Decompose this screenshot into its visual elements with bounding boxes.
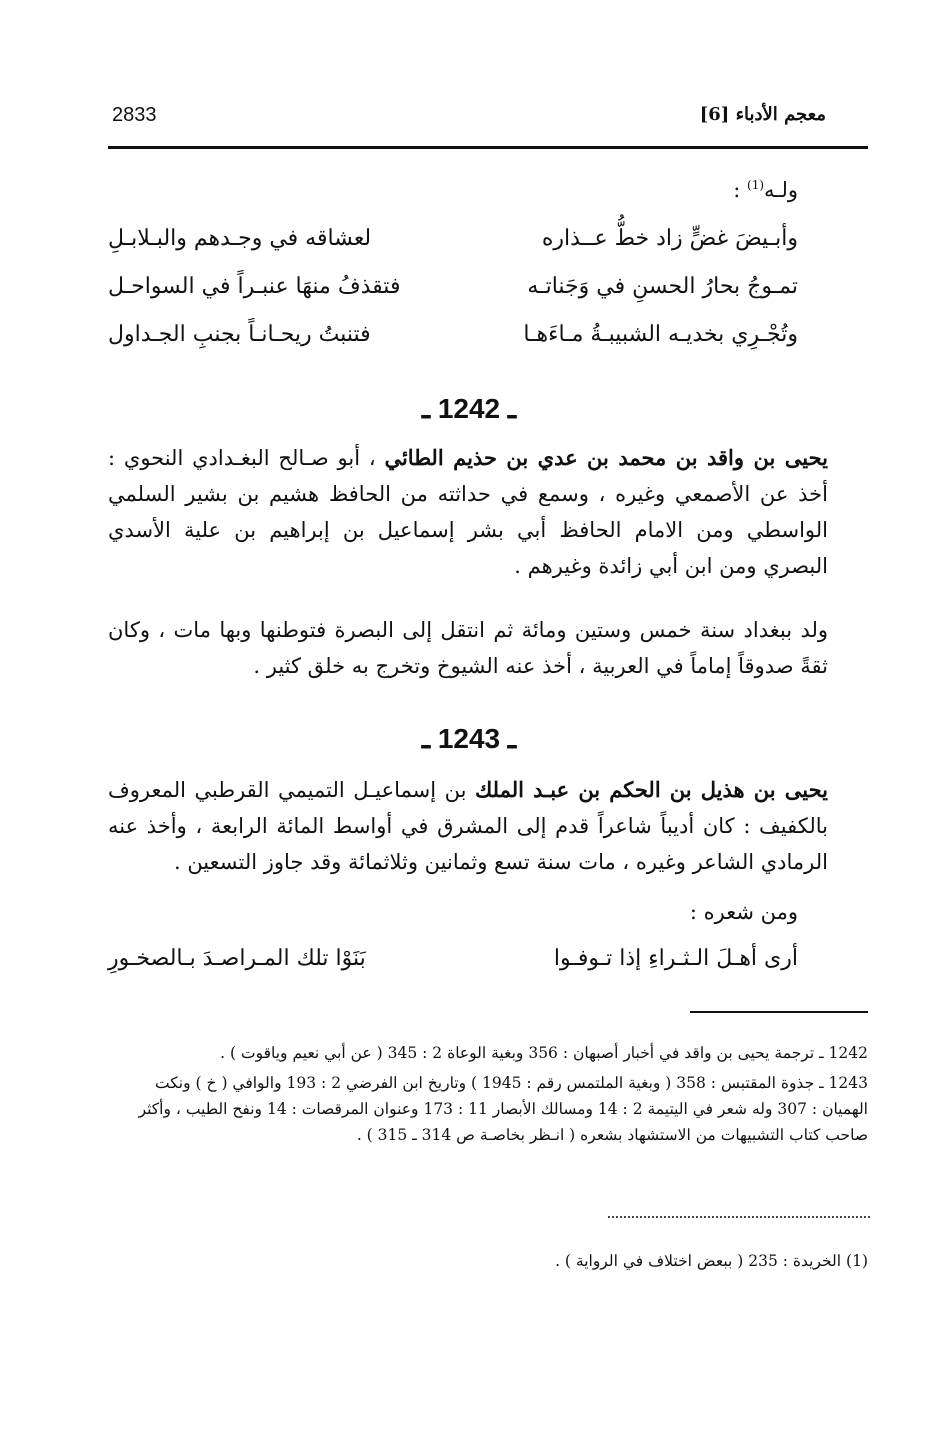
poem-intro bbox=[733, 178, 798, 202]
hemistich-second: لعشاقه في وجـدهم والبـلابـلِ bbox=[108, 226, 372, 251]
footnote-1242: 1242 ـ ترجمة يحيى بن واقد في أخبار أصبهان : 356 وبغية الوعاة 2 : 345 ( عن أبي نعيم وياقوت ) . bbox=[220, 1044, 868, 1062]
page-number: 2833 bbox=[112, 104, 157, 126]
poem-line-2 bbox=[108, 274, 798, 310]
entry-number-1242: ـ 1242 ـ bbox=[421, 393, 517, 424]
poem-intro-text: ولـه bbox=[764, 178, 798, 202]
entry-1242-text: ، أبو صـالح البغـدادي النحوي : أخذ عن الأصمعي وغيره ، وسمع في حداثته من الحافظ هشيم بن بشير السلمي الواسطي ومن الامام الحافظ أبي بشر إسماعيل بن إبراهيم بن علية الأسدي البصري ومن ابن أبي زائدة وغيرهم . bbox=[108, 446, 828, 578]
running-title: معجم الأدباء [6] bbox=[699, 104, 826, 125]
hemistich-first: وتُجْـرِي بخديـه الشبيبـةُ مـاءَهـا bbox=[523, 322, 798, 347]
entry-1243-bio bbox=[108, 772, 828, 880]
poem-line-1 bbox=[108, 226, 798, 262]
hemistich-first: وأبـيضَ غضٍّ زاد خطُّ عــذاره bbox=[541, 226, 798, 251]
hemistich-first: تمـوجُ بحارُ الحسنِ في وَجَناتـه bbox=[527, 274, 798, 299]
hemistich-second: بَنَوْا تلك المـراصـدَ بـالصخـورِ bbox=[108, 946, 366, 971]
poem-line-3 bbox=[108, 322, 798, 358]
verse-1243 bbox=[108, 946, 798, 982]
entry-1243-name: يحيى بن هذيل بن الحكم بن عبـد الملك bbox=[474, 777, 828, 802]
footnote-1243: 1243 ـ جذوة المقتبس : 358 ( وبغية الملتمس رقم : 1945 ) وتاريخ ابن الفرضي 2 : 193 والوافي ( خ ) ونكت الهميان : 307 وله شعر في اليتيمة 2 : 14 ومسالك الأبصار 11 : 173 وعنوان المرقصات : 14 ونفح الطيب ، وأكثر صاحب كتاب التشبيهات من الاستشهاد بشعره ( انـظر بخاصـة ص 314 ـ 315 ) . bbox=[138, 1074, 868, 1144]
entry-number-1243: ـ 1243 ـ bbox=[421, 723, 517, 754]
footnote-ref: (1) bbox=[747, 178, 765, 192]
hemistich-second: فتنبتُ ريحـانـاً بجنبِ الجـداول bbox=[108, 322, 371, 347]
header-rule bbox=[108, 146, 868, 149]
hemistich-second: فتقذفُ منهَا عنبـراً في السواحـل bbox=[108, 274, 401, 299]
hemistich-first: أرى أهـلَ الـثـراءِ إذا تـوفـوا bbox=[553, 946, 798, 971]
footnote-1: (1) الخريدة : 235 ( ببعض اختلاف في الرواية ) . bbox=[555, 1252, 868, 1270]
entry-1242-name: يحيى بن واقد بن محمد بن عدي بن حذيم الطائي bbox=[384, 445, 828, 470]
entry-1243-text: بن إسماعيـل التميمي القرطبي المعروف بالكفيف : كان أديباً شاعراً قدم إلى المشرق في أواسط المائة الرابعة ، وأخذ عنه الرمادي الشاعر وغيره ، مات سنة تسع وثمانين وثلاثمائة وقد جاوز التسعين . bbox=[108, 778, 828, 874]
entry-1242-bio bbox=[108, 440, 828, 584]
poetry-intro: ومن شعره : bbox=[689, 900, 798, 924]
footnote-rule bbox=[690, 1011, 868, 1013]
entry-1242-paragraph2: ولد ببغداد سنة خمس وستين ومائة ثم انتقل إلى البصرة فتوطنها وبها مات ، وكان ثقةً صدوقاً إماماً في العربية ، أخذ عنه الشيوخ وتخرج به خلق كثير . bbox=[108, 618, 828, 678]
dotted-separator bbox=[608, 1216, 870, 1218]
poem-intro-colon: : bbox=[733, 178, 748, 202]
